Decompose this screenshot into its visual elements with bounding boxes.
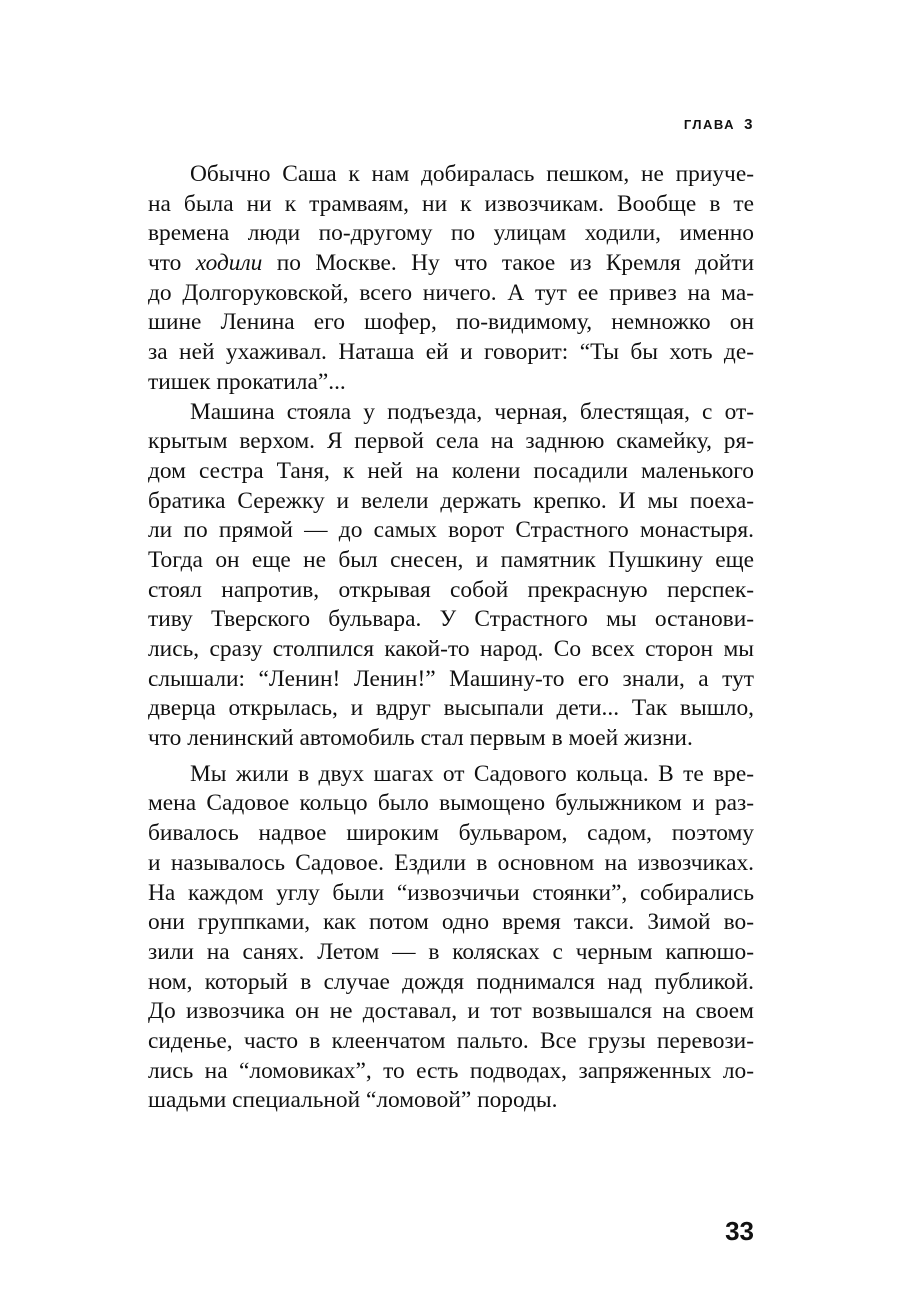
text-line xyxy=(148,249,754,279)
text-line: лись, сразу столпился какой-то народ. Со всех сторон мы xyxy=(148,636,754,662)
text-line: что ленинский автомобиль стал первым в моей жизни. xyxy=(148,725,693,752)
text-line: времена люди по-другому по улицам ходили, именно xyxy=(148,220,754,247)
body-text xyxy=(148,160,754,1116)
text-line: тишек прокатила”... xyxy=(148,368,346,395)
emphasized-word: ходили xyxy=(195,250,263,277)
text-line: слышали: “Ленин! Ленин!” Машину-то его знали, а тут xyxy=(148,665,754,692)
text-line: бивалось надвое широким бульваром, садом, поэтому xyxy=(148,820,754,847)
text-run: по Москве. Ну что такое из Кремля дойти xyxy=(262,250,754,277)
running-header xyxy=(684,116,754,133)
text-line: На каждом углу были “извозчичьи стоянки”, собирались xyxy=(148,879,754,906)
text-line: лись на “ломовиках”, то есть подводах, запряженных ло- xyxy=(148,1057,754,1084)
text-line: и называлось Садовое. Ездили в основном на извозчиках. xyxy=(148,849,754,876)
text-line: дверца открылась, и вдруг высыпали дети... Так вышло, xyxy=(148,695,754,722)
text-line: Тогда он еще не был снесен, и памятник Пушкину еще xyxy=(148,546,754,573)
text-line: Обычно Саша к нам добиралась пешком, не приуче- xyxy=(190,161,754,187)
text-line: ном, который в случае дождя поднимался над публикой. xyxy=(148,968,754,995)
paragraph-2 xyxy=(148,398,754,754)
text-run: что xyxy=(148,250,196,277)
text-line: сиденье, часто в клеенчатом пальто. Все грузы перевози- xyxy=(148,1027,754,1054)
text-line: до Долгоруковской, всего ничего. А тут ее привез на ма- xyxy=(148,279,754,306)
page-number: 33 xyxy=(725,1216,754,1246)
text-line: ли по прямой — до самых ворот Страстного монастыря. xyxy=(148,517,754,544)
text-line: на была ни к трамваям, ни к извозчикам. Вообще в те xyxy=(148,190,754,217)
paragraph-3 xyxy=(148,760,754,1116)
text-line: Машина стояла у подъезда, черная, блестящая, с от- xyxy=(190,398,754,425)
chapter-number: 3 xyxy=(744,116,754,133)
text-line: зили на санях. Летом — в колясках с черным капюшо- xyxy=(148,938,754,965)
text-line: стоял напротив, открывая собой прекрасную перспек- xyxy=(148,576,754,603)
paragraph-1 xyxy=(148,160,754,398)
text-line: братика Сережку и велели держать крепко. И мы поеха- xyxy=(148,487,754,514)
text-line: крытым верхом. Я первой села на заднюю скамейку, ря- xyxy=(148,428,754,455)
chapter-label: ГЛАВА xyxy=(683,117,736,132)
text-line: мена Садовое кольцо было вымощено булыжником и раз- xyxy=(148,790,754,817)
text-line: за ней ухаживал. Наташа ей и говорит: “Ты бы хоть де- xyxy=(148,339,754,366)
text-line: До извозчика он не доставал, и тот возвышался на своем xyxy=(148,998,754,1025)
text-line: Мы жили в двух шагах от Садового кольца. В те вре- xyxy=(190,760,754,787)
text-line: шине Ленина его шофер, по-видимому, немножко он xyxy=(148,309,754,336)
text-line: шадьми специальной “ломовой” породы. xyxy=(148,1087,558,1114)
text-line: они группками, как потом одно время такси. Зимой во- xyxy=(148,909,754,936)
text-line: тиву Тверского бульвара. У Страстного мы останови- xyxy=(148,606,754,633)
text-line: дом сестра Таня, к ней на колени посадили маленького xyxy=(148,457,754,484)
